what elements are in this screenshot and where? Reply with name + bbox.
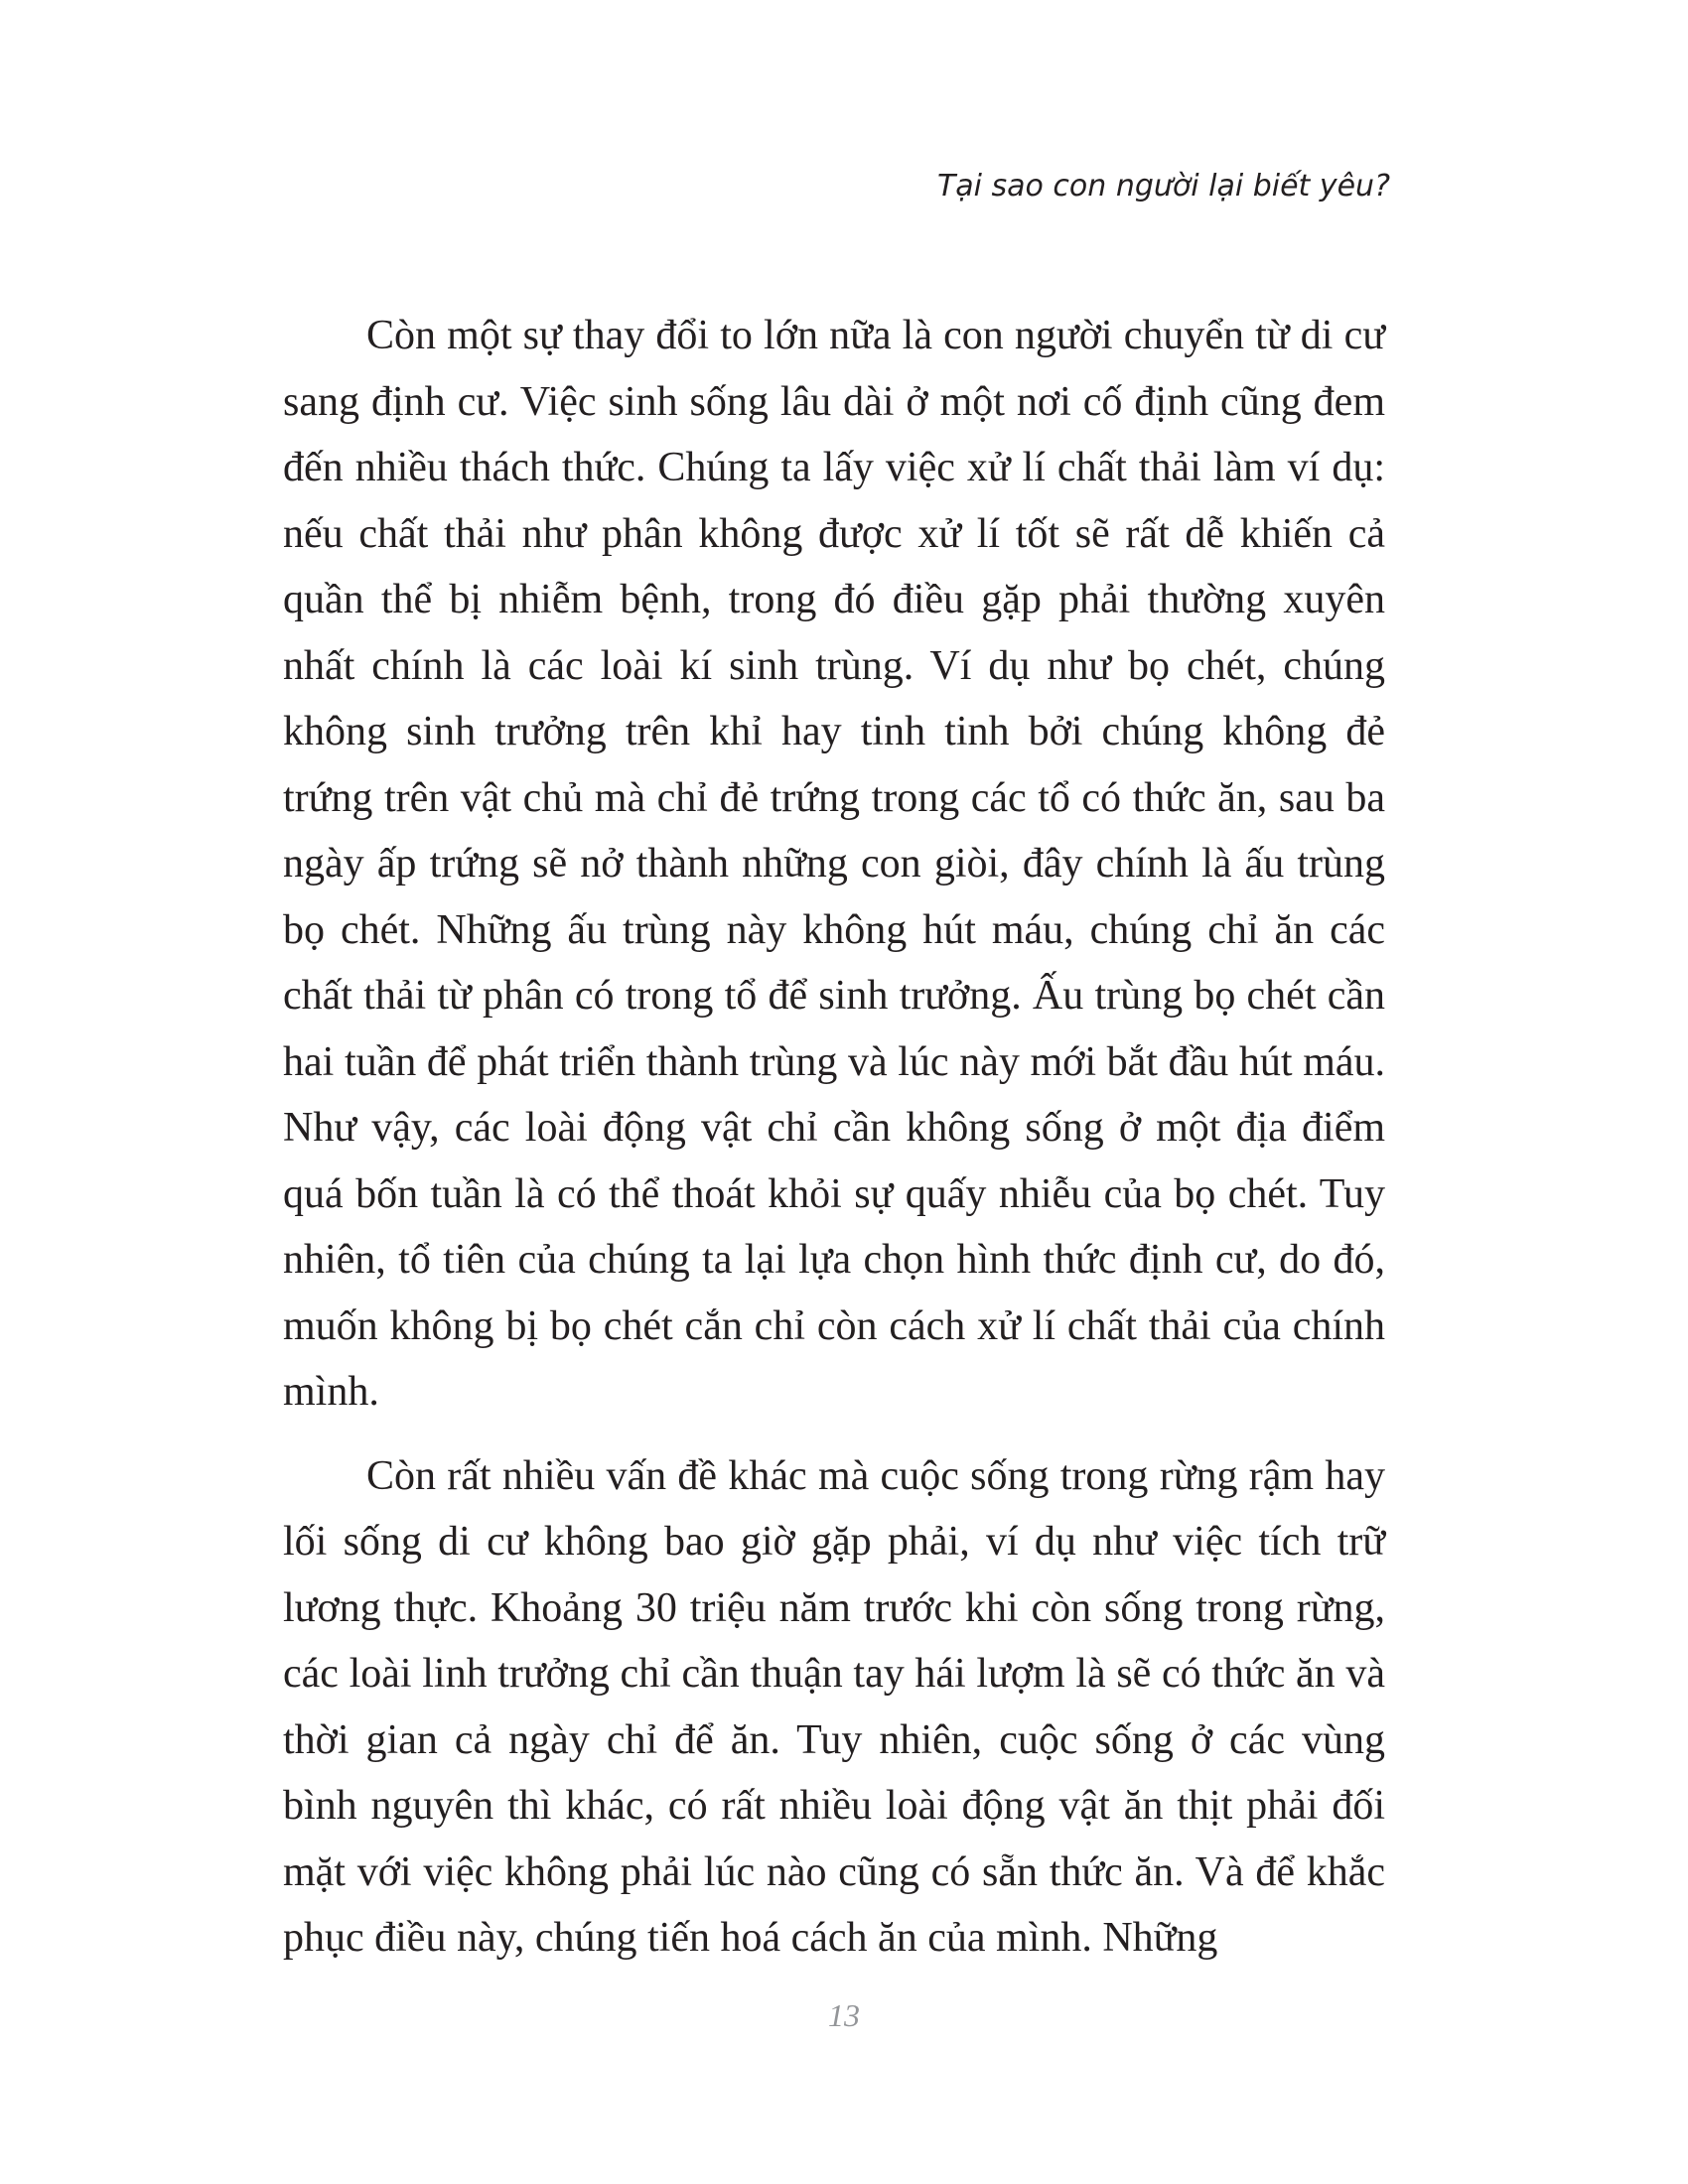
body-text xyxy=(283,303,1385,1989)
page-number: 13 xyxy=(828,1997,860,2033)
running-header-title: Tại sao con người lại biết yêu? xyxy=(936,169,1390,204)
paragraph-1: Còn một sự thay đổi to lớn nữa là con người chuyển từ di cư sang định cư. Việc sinh sống lâu dài ở một nơi cố định cũng đem đến nhiều thách thức. Chúng ta lấy việc xử lí chất thải làm ví dụ: nếu chất thải như phân không được xử lí tốt sẽ rất dễ khiến cả quần thể bị nhiễm bệnh, trong đó điều gặp phải thường xuyên nhất chính là các loài kí sinh trùng. Ví dụ như bọ chét, chúng không sinh trưởng trên khỉ hay tinh tinh bởi chúng không đẻ trứng trên vật chủ mà chỉ đẻ trứng trong các tổ có thức ăn, sau ba ngày ấp trứng sẽ nở thành những con giòi, đây chính là ấu trùng bọ chét. Những ấu trùng này không hút máu, chúng chỉ ăn các chất thải từ phân có trong tổ để sinh trưởng. Ấu trùng bọ chét cần hai tuần để phát triển thành trùng và lúc này mới bắt đầu hút máu. Như vậy, các loài động vật chỉ cần không sống ở một địa điểm quá bốn tuần là có thể thoát khỏi sự quấy nhiễu của bọ chét. Tuy nhiên, tổ tiên của chúng ta lại lựa chọn hình thức định cư, do đó, muốn không bị bọ chét cắn chỉ còn cách xử lí chất thải của chính mình. xyxy=(283,313,1385,1415)
paragraph-2: Còn rất nhiều vấn đề khác mà cuộc sống trong rừng rậm hay lối sống di cư không bao giờ gặp phải, ví dụ như việc tích trữ lương thực. Khoảng 30 triệu năm trước khi còn sống trong rừng, các loài linh trưởng chỉ cần thuận tay hái lượm là sẽ có thức ăn và thời gian cả ngày chỉ để ăn. Tuy nhiên, cuộc sống ở các vùng bình nguyên thì khác, có rất nhiều loài động vật ăn thịt phải đối mặt với việc không phải lúc nào cũng có sẵn thức ăn. Và để khắc phục điều này, chúng tiến hoá cách ăn của mình. Những xyxy=(283,1452,1385,1961)
